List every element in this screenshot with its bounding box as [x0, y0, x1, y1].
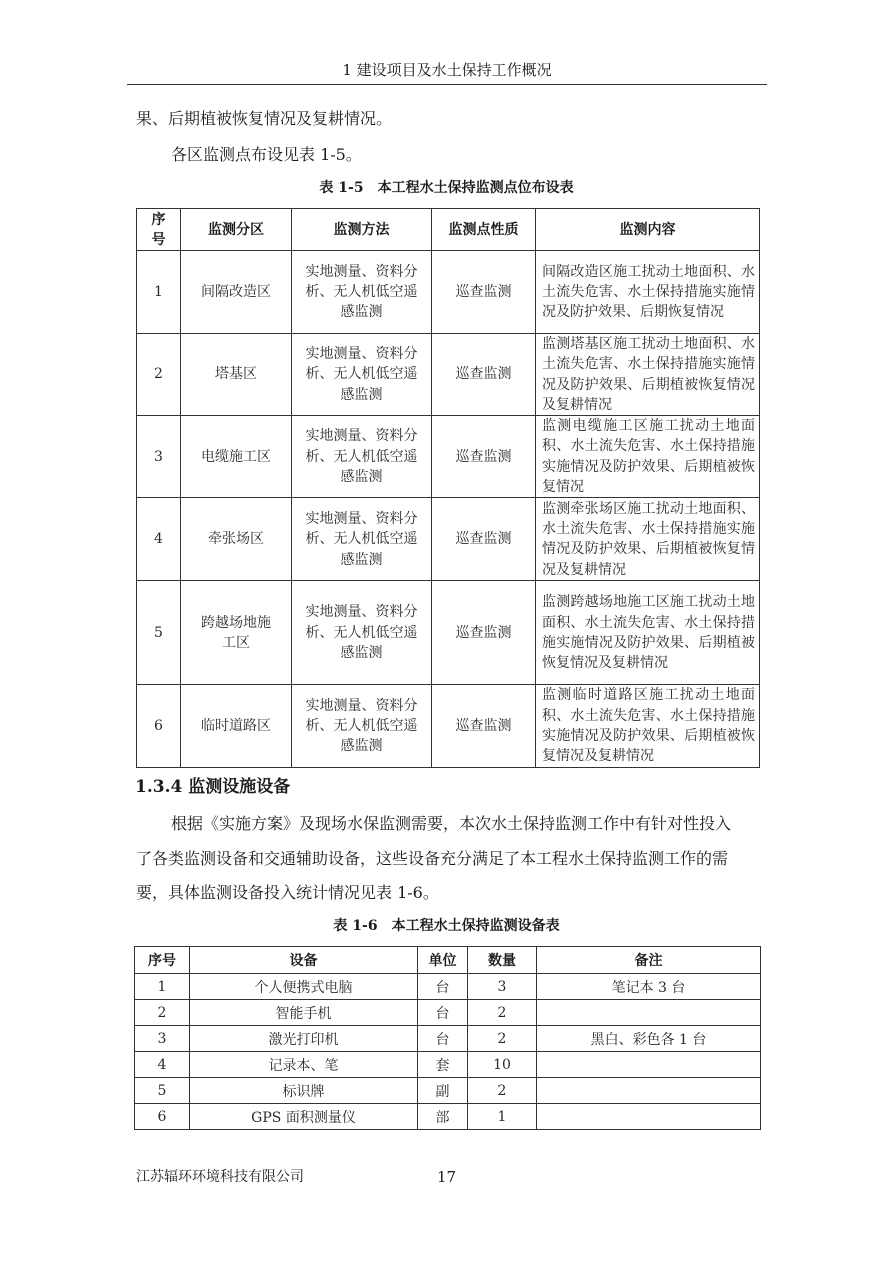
table-caption: 表 1-6 本工程水土保持监测设备表 — [333, 918, 560, 934]
row-number: 6 — [135, 1104, 190, 1130]
header-divider — [127, 84, 767, 85]
column-header: 监测分区 — [181, 209, 292, 251]
table-row — [137, 251, 760, 334]
column-header: 备注 — [537, 947, 761, 974]
quantity-cell: 1 — [468, 1104, 537, 1130]
table-row — [137, 498, 760, 581]
zone-cell: 塔基区 — [181, 334, 292, 416]
zone-cell: 牵张场区 — [181, 498, 292, 581]
paragraph-line: 果、后期植被恢复情况及复耕情况。 — [136, 109, 393, 128]
table-row — [135, 1078, 761, 1104]
row-number: 3 — [135, 1026, 190, 1052]
table-row — [137, 416, 760, 498]
device-cell: 智能手机 — [190, 1000, 418, 1026]
table-row — [135, 1052, 761, 1078]
row-number: 4 — [137, 498, 181, 581]
content-cell: 监测电缆施工区施工扰动土地面积、水土流失危害、水土保持措施实施情况及防护效果、后期植被恢复情况 — [536, 416, 760, 498]
column-header: 监测点性质 — [432, 209, 536, 251]
table-row — [135, 974, 761, 1000]
method-cell: 实地测量、资料分析、无人机低空遥感监测 — [292, 251, 432, 334]
table-row — [135, 1000, 761, 1026]
table-row — [137, 685, 760, 767]
table-header-row — [137, 209, 760, 251]
row-number: 1 — [135, 974, 190, 1000]
method-cell: 实地测量、资料分析、无人机低空遥感监测 — [292, 581, 432, 685]
table-caption: 表 1-5 本工程水土保持监测点位布设表 — [319, 180, 574, 196]
row-number: 5 — [137, 581, 181, 685]
method-cell: 实地测量、资料分析、无人机低空遥感监测 — [292, 498, 432, 581]
method-cell: 实地测量、资料分析、无人机低空遥感监测 — [292, 416, 432, 498]
device-cell: 标识牌 — [190, 1078, 418, 1104]
note-cell: 笔记本 3 台 — [537, 974, 761, 1000]
unit-cell: 台 — [418, 1026, 468, 1052]
column-header: 单位 — [418, 947, 468, 974]
method-cell: 实地测量、资料分析、无人机低空遥感监测 — [292, 334, 432, 416]
zone-cell: 间隔改造区 — [181, 251, 292, 334]
content-cell: 监测跨越场地施工区施工扰动土地面积、水土流失危害、水土保持措施实施情况及防护效果、后期植被恢复情况及复耕情况 — [536, 581, 760, 685]
table-header-row — [135, 947, 761, 974]
device-cell: 个人便携式电脑 — [190, 974, 418, 1000]
quantity-cell: 2 — [468, 1078, 537, 1104]
quantity-cell: 2 — [468, 1026, 537, 1052]
note-cell — [537, 1000, 761, 1026]
device-cell: 记录本、笔 — [190, 1052, 418, 1078]
row-number: 6 — [137, 685, 181, 767]
equipment-table — [134, 946, 761, 1130]
page-number: 17 — [437, 1168, 457, 1186]
device-cell: GPS 面积测量仪 — [190, 1104, 418, 1130]
method-cell: 实地测量、资料分析、无人机低空遥感监测 — [292, 685, 432, 767]
quantity-cell: 3 — [468, 974, 537, 1000]
row-number: 1 — [137, 251, 181, 334]
content-cell: 监测牵张场区施工扰动土地面积、水土流失危害、水土保持措施实施情况及防护效果、后期植被恢复情况及复耕情况 — [536, 498, 760, 581]
column-header: 监测方法 — [292, 209, 432, 251]
row-number: 5 — [135, 1078, 190, 1104]
nature-cell: 巡查监测 — [432, 334, 536, 416]
paragraph-line: 根据《实施方案》及现场水保监测需要，本次水土保持监测工作中有针对性投入 — [171, 814, 732, 833]
page-header-title: 1 建设项目及水土保持工作概况 — [342, 61, 552, 79]
table-row — [135, 1104, 761, 1130]
paragraph-line: 了各类监测设备和交通辅助设备，这些设备充分满足了本工程水土保持监测工作的需 — [136, 849, 729, 868]
row-number: 4 — [135, 1052, 190, 1078]
column-header: 数量 — [468, 947, 537, 974]
nature-cell: 巡查监测 — [432, 498, 536, 581]
column-header: 序号 — [135, 947, 190, 974]
row-number: 2 — [137, 334, 181, 416]
unit-cell: 台 — [418, 1000, 468, 1026]
section-title: 1.3.4 监测设施设备 — [135, 777, 291, 797]
note-cell — [537, 1052, 761, 1078]
zone-cell: 跨越场地施工区 — [181, 581, 292, 685]
content-cell: 监测临时道路区施工扰动土地面积、水土流失危害、水土保持措施实施情况及防护效果、后期植被恢复情况及复耕情况 — [536, 685, 760, 767]
quantity-cell: 10 — [468, 1052, 537, 1078]
nature-cell: 巡查监测 — [432, 581, 536, 685]
unit-cell: 台 — [418, 974, 468, 1000]
content-cell: 监测塔基区施工扰动土地面积、水土流失危害、水土保持措施实施情况及防护效果、后期植被恢复情况及复耕情况 — [536, 334, 760, 416]
column-header: 设备 — [190, 947, 418, 974]
zone-cell: 电缆施工区 — [181, 416, 292, 498]
table-row — [137, 334, 760, 416]
column-header: 监测内容 — [536, 209, 760, 251]
device-cell: 激光打印机 — [190, 1026, 418, 1052]
table-row — [135, 1026, 761, 1052]
monitoring-points-table — [136, 208, 760, 768]
footer-company: 江苏辐环环境科技有限公司 — [136, 1169, 304, 1185]
note-cell: 黑白、彩色各 1 台 — [537, 1026, 761, 1052]
column-header: 序号 — [137, 209, 181, 251]
quantity-cell: 2 — [468, 1000, 537, 1026]
nature-cell: 巡查监测 — [432, 416, 536, 498]
unit-cell: 套 — [418, 1052, 468, 1078]
table-row — [137, 581, 760, 685]
unit-cell: 副 — [418, 1078, 468, 1104]
content-cell: 间隔改造区施工扰动土地面积、水土流失危害、水土保持措施实施情况及防护效果、后期恢复情况 — [536, 251, 760, 334]
note-cell — [537, 1078, 761, 1104]
paragraph-line: 各区监测点布设见表 1-5。 — [171, 145, 362, 164]
nature-cell: 巡查监测 — [432, 251, 536, 334]
note-cell — [537, 1104, 761, 1130]
nature-cell: 巡查监测 — [432, 685, 536, 767]
row-number: 2 — [135, 1000, 190, 1026]
row-number: 3 — [137, 416, 181, 498]
paragraph-line: 要，具体监测设备投入统计情况见表 1-6。 — [136, 883, 439, 902]
unit-cell: 部 — [418, 1104, 468, 1130]
zone-cell: 临时道路区 — [181, 685, 292, 767]
